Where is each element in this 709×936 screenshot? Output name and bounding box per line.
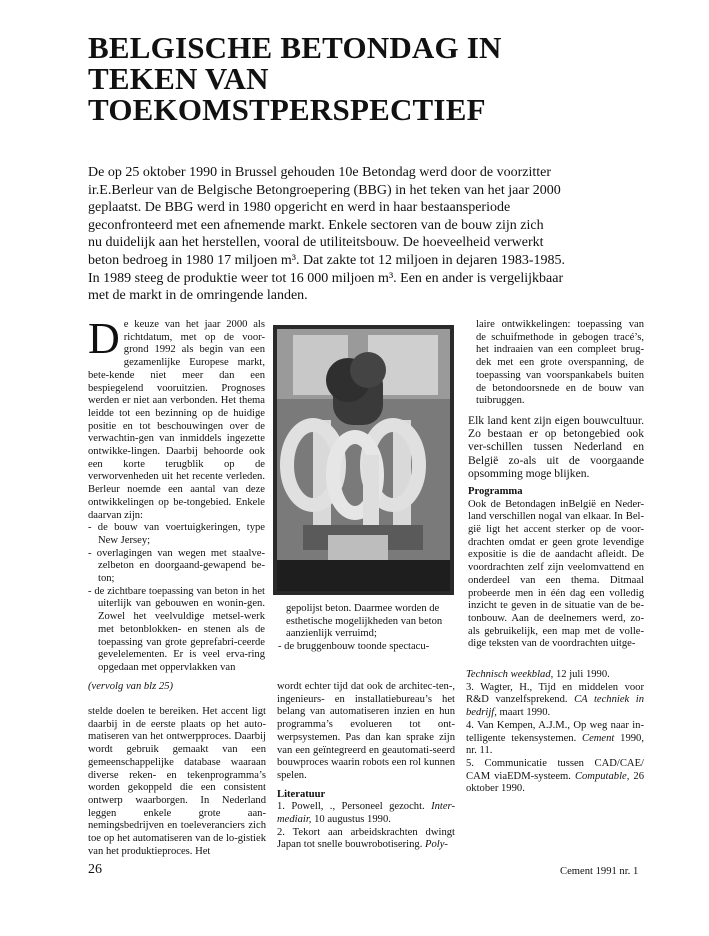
page-number: 26 [88,862,102,877]
lead-line: met de markt in de omringende landen. [88,288,308,304]
caption-line: gepolijst beton. Daarmee worden de [286,603,440,614]
list-item: - de zichtbare toepassing van beton in het uiterlijk van gebouwen en wonin-gen. Zowel het veelvuldige metsel-werk met betonblokken- en stenen als de toepassing van grote geprefabri-ceerde gevelelementen. Er is veel erva-ring opgedaan met oppervlakken van [88,585,265,673]
caption-line: aanzienlijk verruimd; [286,628,377,640]
column-1 [88,314,265,675]
column-3-continuation: laire ontwikkelingen: toepassing van de schuifmethode in gebogen tracé’s, het indraaien van een compleet brug-dek met een grote overspanning, de toepassing van voorspankabels buiten de betondoorsnede en de bouw van tuibruggen. [476,319,644,407]
bottom-column-3 [466,669,644,796]
lead-line: beton bedroeg in 1980 17 miljoen m³. Dat zakte tot 12 miljoen in dejaren 1983-1985. [88,252,565,268]
lead-line: ir.E.Berleur van de Belgische Betongroepering (BBG) in het teken van het jaar 2000 [88,182,561,198]
reference-3: 3. Wagter, H., Tijd en middelen voor R&D vanzelfsprekend. CA techniek in bedrijf, maart 1990. [466,681,644,719]
lead-line: nu duidelijk aan het herstellen, vooral de utiliteitsbouw. De hoeveelheid verwerkt [88,235,544,251]
drop-cap: D [88,314,120,363]
column-1-intro: e keuze van het jaar 2000 als richtdatum, met op de voor-grond 1992 als begin van een gezamenlijke Europese markt, bete-kende niet meer dan een bespiegelend vooruitzien. Prognoses werden er niet aan verbonden. Het thema leidde tot een bezinning op de huidige positie en tot beschouwingen over de verwachtin-gen van inmiddels ingezette ontwikke-lingen. Daarbij behoorde ook een korte terugblik op de verworvenheden uit het recente verleden. Berleur noemde een aantal van deze ontwikkelingen op be-tongebied. Enkele daarvan zijn: [88,319,265,521]
column-3 [468,319,644,651]
caption-line: - de bruggenbouw toonde spectacu- [278,641,430,653]
title-line: BELGISCHE BETONDAG IN [88,30,502,65]
section-heading: Programma [468,485,523,497]
journal-footer: Cement 1991 nr. 1 [560,866,639,877]
reference-1-cont: Technisch weekblad, 12 juli 1990. [466,669,610,680]
title-line: TEKEN VAN [88,61,269,96]
caption-line: esthetische mogelijkheden van beton [286,615,443,627]
photo-caption [278,603,456,654]
lead-line: De op 25 oktober 1990 in Brussel gehouden 10e Betondag werd door de voorzitter [88,165,552,180]
reference-4: 4. Van Kempen, A.J.M., Op weg naar in-telligente tekensystemen. Cement 1990, nr. 11. [466,719,644,757]
list-item: - overlagingen van wegen met staalve-zelbeton en doorgaand-gewapend be-ton; [88,547,265,585]
lead-line: geplaatst. De BBG werd in 1980 opgericht en werd in haar bestaansperiode [88,200,511,216]
lead-line: geconfronteerd met een afnemende markt. Enkele sectoren van de bouw zijn zich [88,217,544,233]
programma-text: Ook de Betondagen inBelgië en Neder-land verschillen nogal van elkaar. In Bel-gië ligt het accent sterker op de voor-drachten omdat er geen grote levendige expositie is die de aandacht afleidt. De voordrachten zelf zijn veelomvattend en onderdeel van een thema. Ditmaal probeerde men in één dag een volledig inzicht te geven in de situatie van de be-tonbouw. Aan de deelnemers werd, zo-als gebruikelijk, een map met de volle-dige teksten van de voordrachten uitge- [468,498,644,650]
column-3-paragraph: Elk land kent zijn eigen bouwcultuur. Zo bestaan er op betongebied ook ver-schillen tussen Nederland en België zo-als uit de voorgaande opsomming moge blijken. [468,413,644,480]
lead-paragraph [88,164,648,305]
reference-1: 1. Powell, ., Personeel gezocht. Inter-mediair, 10 augustus 1990. [277,801,455,826]
bottom-column-2 [277,681,455,852]
article-title [88,32,648,125]
development-list [88,522,265,674]
reference-5: 5. Communicatie tussen CAD/CAE/ CAM viaEDM-systeem. Computable, 26 oktober 1990. [466,757,644,795]
reference-2: 2. Tekort aan arbeidskrachten dwingt Japan tot snelle bouwrobotisering. Poly- [277,826,455,851]
lead-line: In 1989 steeg de produktie weer tot 16 000 miljoen m³. Een en ander is vergelijkbaar [88,270,564,286]
bottom-text: wordt echter tijd dat ook de architec-ten-, ingenieurs- en installatiebureau’s het belang van automatiseren inzien en hun programma’s evolueren tot ont-werpsystemen. Pas dan kan sprake zijn van een geïntegreerd en geautomati-seerd bouwproces waarin robots een rol kunnen spelen. [277,681,455,781]
bottom-text: stelde doelen te bereiken. Het accent ligt daarbij in de eerste plaats op het auto-matiseren van het ontwerpproces. Daarbij wordt gebruik gemaakt van een gemeenschappelijke database waaraan diverse reken- en tekenprogramma’s worden gekoppeld die een consistent ontwerp waarborgen. In Nederland leggen enkele grote aan-nemingsbedrijven en toeleveranciers zich toe op het automatiseren van de lo-gistiek van het produktieproces. Het [88,706,266,857]
title-line: TOEKOMSTPERSPECTIEF [88,92,486,127]
exhibition-photo [273,325,454,595]
bottom-column-1 [88,706,266,858]
list-item: - de bouw van voertuigkeringen, type New Jersey; [88,522,265,546]
continued-from: (vervolg van blz 25) [88,681,174,692]
literature-heading: Literatuur [277,788,326,800]
